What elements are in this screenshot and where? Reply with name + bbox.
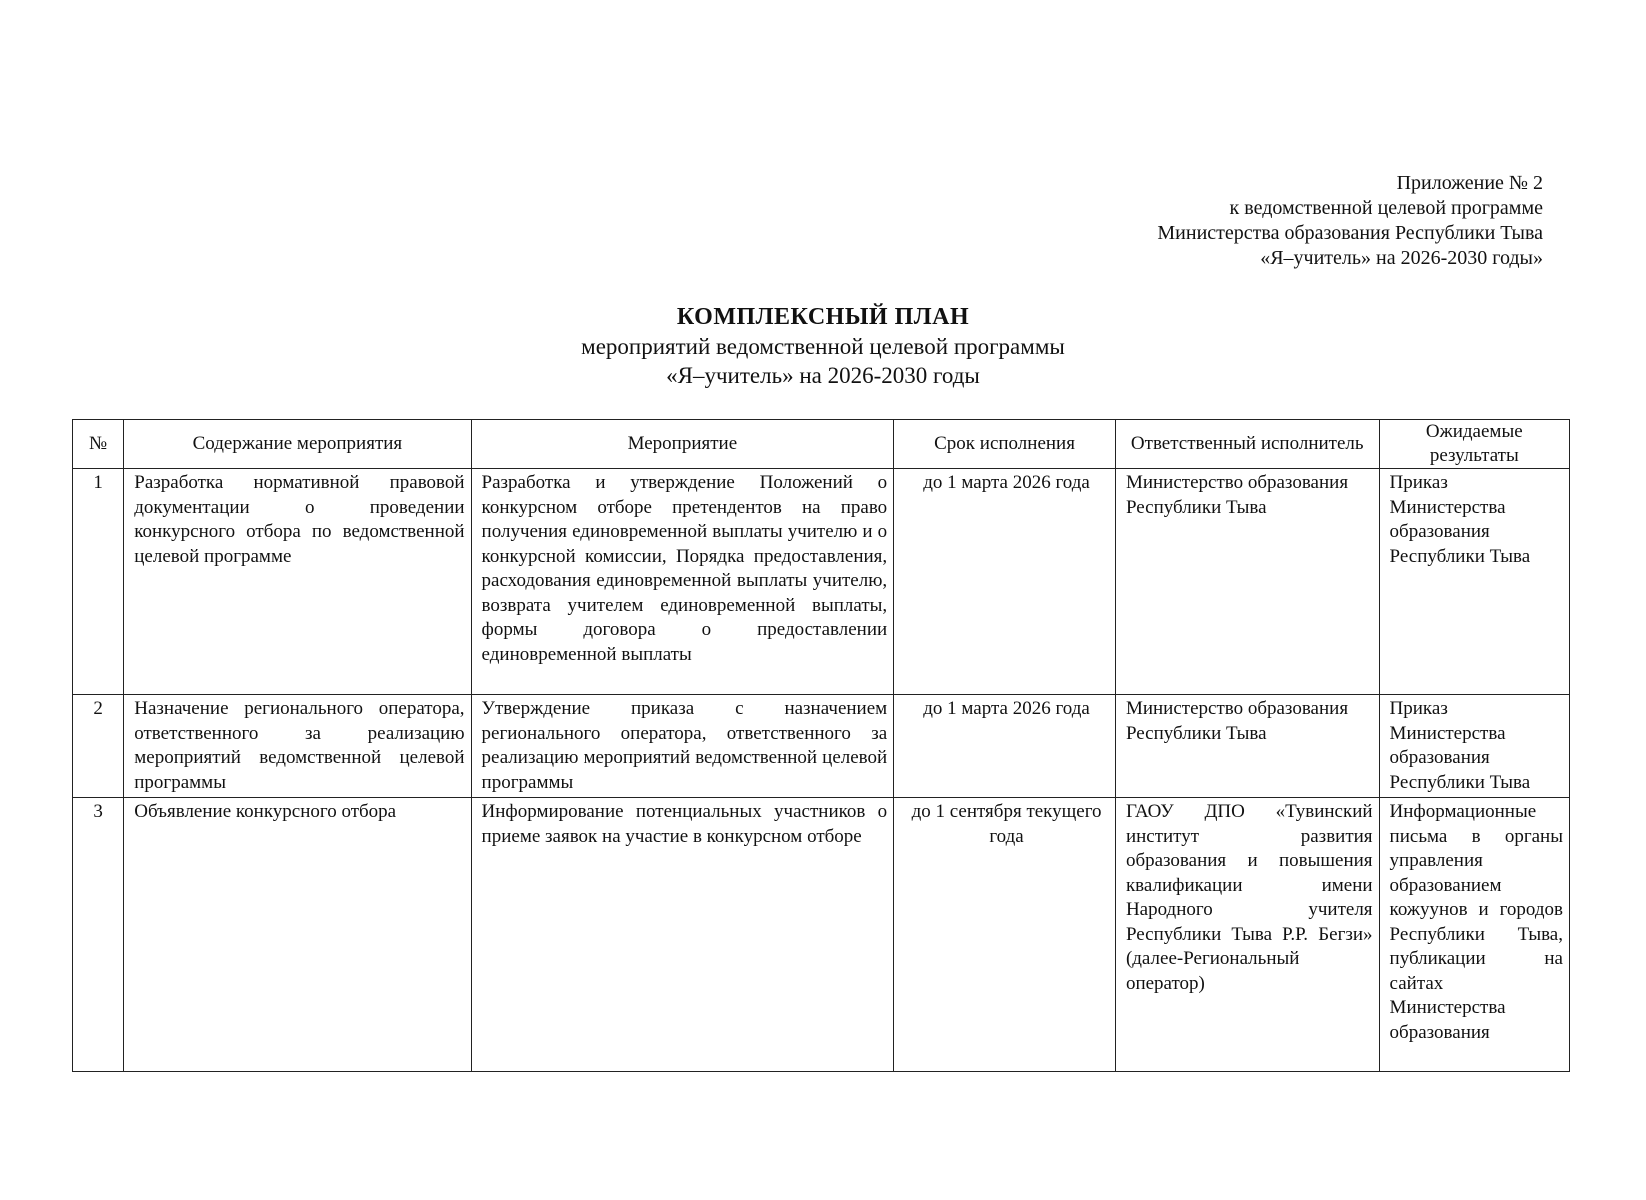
- row-deadline: до 1 марта 2026 года: [894, 469, 1116, 695]
- header-event: Мероприятие: [471, 420, 894, 469]
- row-num: 1: [73, 469, 124, 695]
- row-results: Информационные письма в органы управления образованием кожуунов и городов Республики Тыва, публикации на сайтах Министерства образования: [1379, 798, 1569, 1072]
- annex-line-1: Приложение № 2: [1396, 172, 1543, 194]
- row-num: 2: [73, 695, 124, 798]
- table-row: [73, 798, 1570, 1072]
- table-row: [73, 469, 1570, 695]
- annex-line-3: Министерства образования Республики Тыва: [1157, 222, 1543, 244]
- row-results: Приказ Министерства образования Республики Тыва: [1379, 469, 1569, 695]
- header-responsible: Ответственный исполнитель: [1115, 420, 1379, 469]
- row-deadline: до 1 сентября текущего года: [894, 798, 1116, 1072]
- row-responsible: Министерство образования Республики Тыва: [1115, 469, 1379, 695]
- row-event: Информирование потенциальных участников о приеме заявок на участие в конкурсном отборе: [471, 798, 894, 1072]
- table-header-row: [73, 420, 1570, 469]
- table-row: [73, 695, 1570, 798]
- row-results: Приказ Министерства образования Республики Тыва: [1379, 695, 1569, 798]
- header-deadline: Срок исполнения: [894, 420, 1116, 469]
- row-num: 3: [73, 798, 124, 1072]
- row-event: Разработка и утверждение Положений о конкурсном отборе претендентов на право получения единовременной выплаты учителю и о конкурсной комиссии, Порядка предоставления, расходования единовременной выплаты учителю, возврата учителем единовременной выплаты, формы договора о предоставлении единовременной выплаты: [471, 469, 894, 695]
- row-responsible: Министерство образования Республики Тыва: [1115, 695, 1379, 798]
- plan-table: [72, 419, 1570, 1072]
- row-content: Назначение регионального оператора, ответственного за реализацию мероприятий ведомственной целевой программы: [124, 695, 471, 798]
- document-subtitle-1: мероприятий ведомственной целевой программы: [581, 334, 1065, 359]
- header-content: Содержание мероприятия: [124, 420, 471, 469]
- row-deadline: до 1 марта 2026 года: [894, 695, 1116, 798]
- annex-line-2: к ведомственной целевой программе: [1229, 197, 1543, 219]
- header-results: Ожидаемые результаты: [1379, 420, 1569, 469]
- document-heading: [0, 302, 1646, 390]
- annex-block: [1157, 171, 1543, 271]
- annex-line-4: «Я–учитель» на 2026-2030 годы»: [1260, 247, 1543, 269]
- row-event: Утверждение приказа с назначением регионального оператора, ответственного за реализацию мероприятий ведомственной целевой программы: [471, 695, 894, 798]
- row-responsible: ГАОУ ДПО «Тувинский институт развития образования и повышения квалификации имени Народного учителя Республики Тыва Р.Р. Бегзи» (далее-Региональный оператор): [1115, 798, 1379, 1072]
- row-content: Объявление конкурсного отбора: [124, 798, 471, 1072]
- header-num: №: [73, 420, 124, 469]
- row-content: Разработка нормативной правовой документации о проведении конкурсного отбора по ведомственной целевой программе: [124, 469, 471, 695]
- document-subtitle-2: «Я–учитель» на 2026-2030 годы: [666, 363, 980, 388]
- document-title: КОМПЛЕКСНЫЙ ПЛАН: [676, 304, 970, 330]
